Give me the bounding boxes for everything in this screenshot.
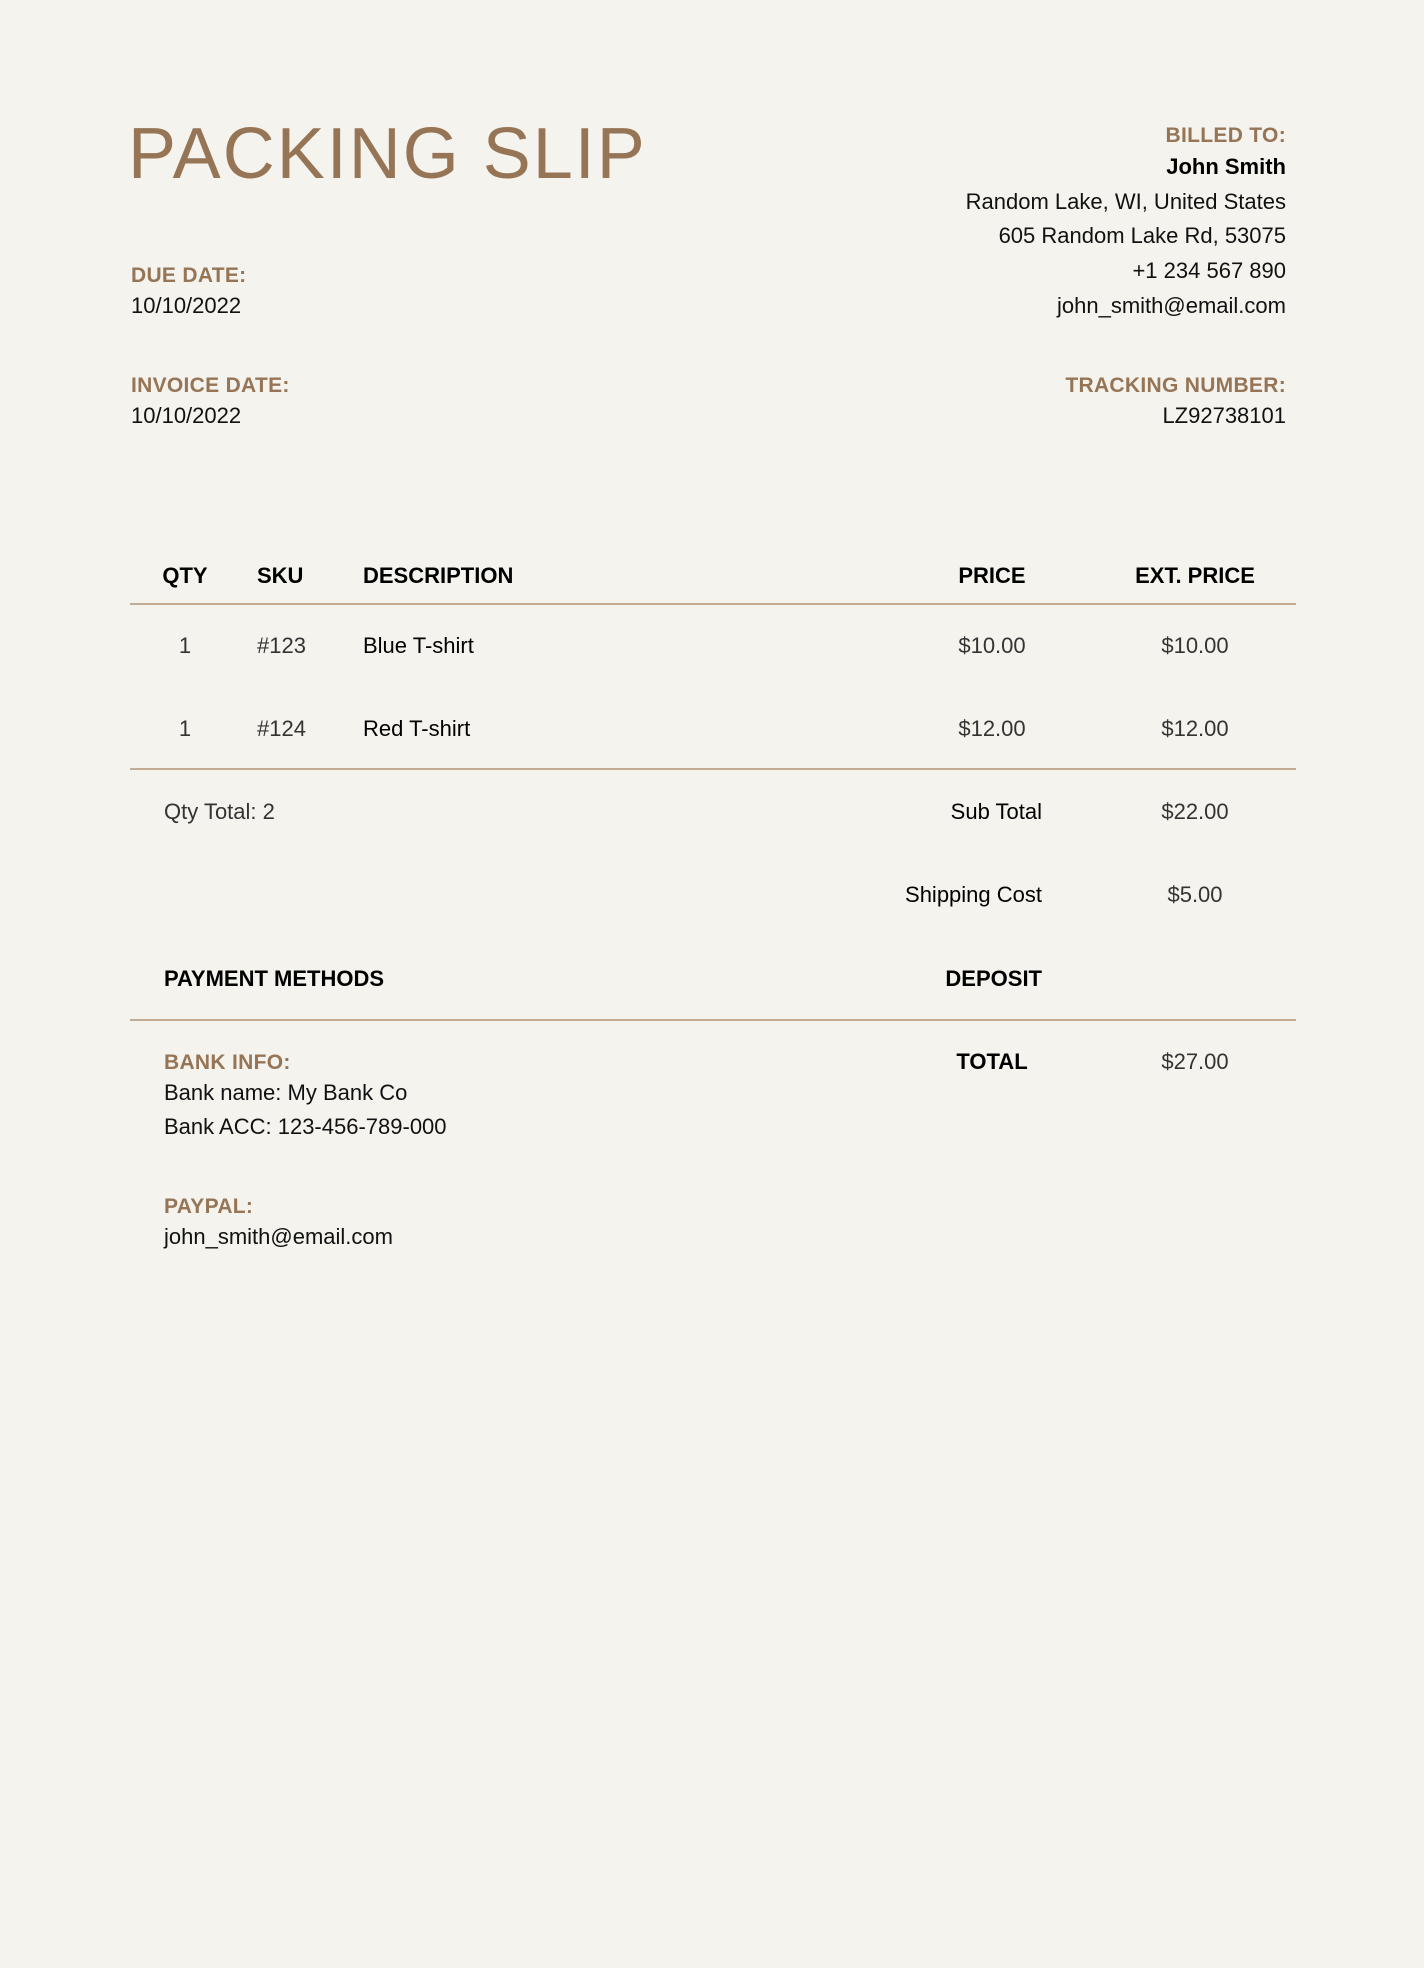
billed-to-phone: +1 234 567 890 xyxy=(1132,258,1286,283)
invoice-date-label: INVOICE DATE: xyxy=(131,374,290,397)
tracking-number-label: TRACKING NUMBER: xyxy=(1065,374,1286,397)
row-sku: #124 xyxy=(257,716,306,741)
billed-to-email: john_smith@email.com xyxy=(1057,293,1286,318)
bank-name: Bank name: My Bank Co xyxy=(164,1080,408,1105)
payment-methods-heading: PAYMENT METHODS xyxy=(164,966,385,991)
sub-total-value: $22.00 xyxy=(1161,799,1229,824)
total-label: TOTAL xyxy=(956,1049,1028,1074)
column-header-qty: QTY xyxy=(162,563,208,588)
due-date-value: 10/10/2022 xyxy=(131,293,242,318)
billed-to-name: John Smith xyxy=(1166,154,1286,179)
invoice-date-value: 10/10/2022 xyxy=(131,403,242,428)
qty-total: Qty Total: 2 xyxy=(164,799,275,824)
shipping-cost-value: $5.00 xyxy=(1167,882,1223,907)
row-description: Red T-shirt xyxy=(363,716,471,741)
bank-account: Bank ACC: 123-456-789-000 xyxy=(164,1114,447,1139)
tracking-number-value: LZ92738101 xyxy=(1162,403,1286,428)
paypal-email: john_smith@email.com xyxy=(164,1224,393,1249)
column-header-price: PRICE xyxy=(958,563,1026,588)
billed-to-address-line: Random Lake, WI, United States xyxy=(965,189,1286,214)
column-header-sku: SKU xyxy=(257,563,304,588)
row-description: Blue T-shirt xyxy=(363,633,474,658)
table-header-divider xyxy=(130,603,1296,605)
paypal-label: PAYPAL: xyxy=(164,1195,254,1218)
sub-total-label: Sub Total xyxy=(950,799,1042,824)
shipping-cost-label: Shipping Cost xyxy=(905,882,1042,907)
bank-info-label: BANK INFO: xyxy=(164,1051,291,1074)
page-title: PACKING SLIP xyxy=(128,114,647,194)
row-price: $12.00 xyxy=(958,716,1026,741)
summary-divider xyxy=(130,1019,1296,1021)
due-date-label: DUE DATE: xyxy=(131,264,247,287)
row-qty: 1 xyxy=(178,716,192,741)
row-price: $10.00 xyxy=(958,633,1026,658)
column-header-description: DESCRIPTION xyxy=(363,563,514,588)
deposit-label: DEPOSIT xyxy=(945,966,1042,991)
billed-to-label: BILLED TO: xyxy=(1165,124,1286,147)
row-ext-price: $10.00 xyxy=(1161,633,1229,658)
row-qty: 1 xyxy=(178,633,192,658)
row-ext-price: $12.00 xyxy=(1161,716,1229,741)
row-sku: #123 xyxy=(257,633,306,658)
column-header-ext-price: EXT. PRICE xyxy=(1135,563,1255,588)
total-value: $27.00 xyxy=(1161,1049,1229,1074)
billed-to-address-line: 605 Random Lake Rd, 53075 xyxy=(998,223,1286,248)
table-body-divider xyxy=(130,768,1296,770)
